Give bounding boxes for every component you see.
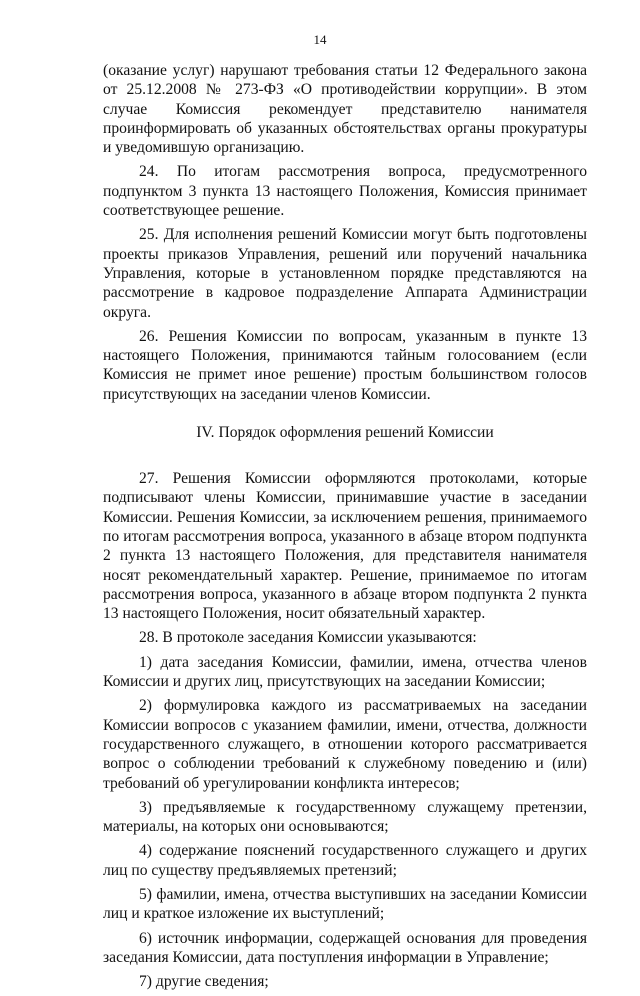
paragraph-25: 25. Для исполнения решений Комиссии могут быть подготовлены проекты приказов Управления, решений или поручений начальника Управления, которые в установленном порядке представляются на рассмотрение в кадровое подразделение Аппарата Администрации округа. [103,226,587,321]
list-item-1: 1) дата заседания Комиссии, фамилии, имена, отчества членов Комиссии и других лиц, присутствующих на заседании Комиссии; [103,653,587,691]
paragraph-continuation: (оказание услуг) нарушают требования статьи 12 Федерального закона от 25.12.2008 № 273-ФЗ «О противодействии коррупции». В этом случае Комиссия рекомендует представителю нанимателя проинформировать об указанных обстоятельствах органы прокуратуры и уведомившую организацию. [103,62,587,157]
paragraph-28: 28. В протоколе заседания Комиссии указываются: [139,629,477,647]
document-body [103,61,587,996]
page-number: 14 [313,32,327,47]
paragraph-26: 26. Решения Комиссии по вопросам, указанным в пункте 13 настоящего Положения, принимаются тайным голосованием (если Комиссия не примет иное решение) простым большинством голосов присутствующих на заседании членов Комиссии. [103,327,587,403]
list-item-5: 5) фамилии, имена, отчества выступивших на заседании Комиссии лиц и краткое изложение их выступлений; [103,885,587,923]
list-item-4: 4) содержание пояснений государственного служащего и других лиц по существу предъявляемых претензий; [103,842,587,879]
list-item-6: 6) источник информации, содержащей основания для проведения заседания Комиссии, дата поступления информации в Управление; [103,929,587,966]
paragraph-27: 27. Решения Комиссии оформляются протоколами, которые подписывают члены Комиссии, принимавшие участие в заседании Комиссии. Решения Комиссии, за исключением решения, принимаемого по итогам рассмотрения вопроса, указанного в абзаце втором подпункта 2 пункта 13 настоящего Положения, для представителя нанимателя носят рекомендательный характер. Решение, принимаемое по итогам рассмотрения вопроса, указанного в абзаце втором подпункта 2 пункта 13 настоящего Положения, носит обязательный характер. [103,470,587,623]
list-item-3: 3) предъявляемые к государственному служащему претензии, материалы, на которых они основываются; [103,798,587,836]
section-heading: IV. Порядок оформления решений Комиссии [196,424,494,442]
list-item-2: 2) формулировка каждого из рассматриваемых на заседании Комиссии вопросов с указанием фамилии, имени, отчества, должности государственного служащего, в отношении которого рассматривается вопрос о соблюдении требований к служебному поведению и (или) требований об урегулировании конфликта интересов; [103,697,587,792]
paragraph-24: 24. По итогам рассмотрения вопроса, предусмотренного подпунктом 3 пункта 13 настоящего Положения, Комиссия принимает соответствующее решение. [103,163,587,220]
list-item-7: 7) другие сведения; [139,973,269,991]
